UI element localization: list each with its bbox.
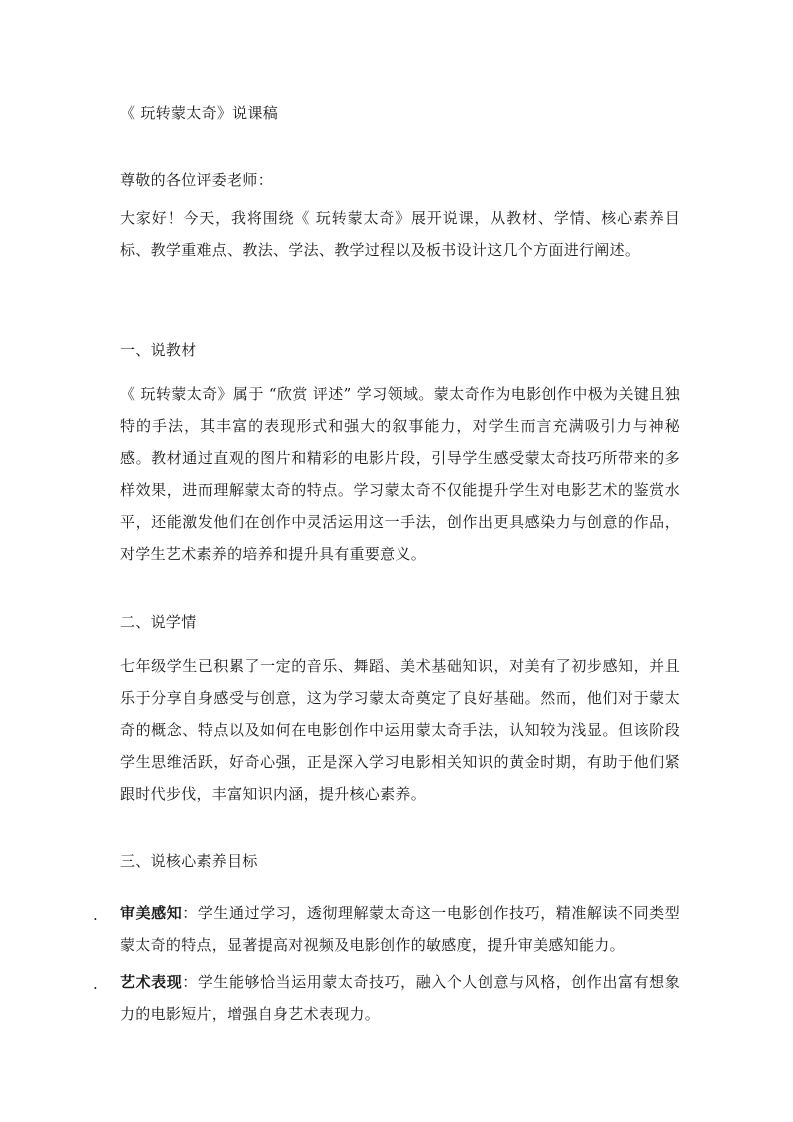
intro-paragraph: 大家好！今天，我将围绕《 玩转蒙太奇》展开说课，从教材、学情、核心素养目标、教学重难点、教法、学法、教学过程以及板书设计这几个方面进行阐述。 — [120, 209, 680, 259]
goal-text: ：学生通过学习，透彻理解蒙太奇这一电影创作技巧，精准解读不同类型蒙太奇的特点，显著提高对视频及电影创作的敏感度，提升审美感知能力。 — [120, 904, 681, 954]
section-heading-goals: 三、说核心素养目标 — [120, 852, 258, 870]
section-heading-textbook: 一、说教材 — [120, 341, 197, 359]
section-heading-students: 二、说学情 — [120, 613, 197, 631]
goal-item-aesthetic — [120, 897, 680, 961]
goal-text: ：学生能够恰当运用蒙太奇技巧，融入个人创意与风格，创作出富有想象力的电影短片，增强自身艺术表现力。 — [120, 973, 681, 1023]
goal-label: 审美感知 — [120, 904, 183, 922]
document-title: 《 玩转蒙太奇》说课稿 — [120, 104, 279, 122]
section-body-students: 七年级学生已积累了一定的音乐、舞蹈、美术基础知识，对美有了初步感知，并且乐于分享自身感受与创意，这为学习蒙太奇奠定了良好基础。然而，他们对于蒙太奇的概念、特点以及如何在电影创作中运用蒙太奇手法，认知较为浅显。但该阶段学生思维活跃，好奇心强，正是深入学习电影相关知识的黄金时期，有助于他们紧跟时代步伐，丰富知识内涵，提升核心素养。 — [120, 657, 680, 803]
section-body-textbook: 《 玩转蒙太奇》属于 “欣赏 评述” 学习领域。蒙太奇作为电影创作中极为关键且独特的手法，其丰富的表现形式和强大的叙事能力，对学生而言充满吸引力与神秘感。教材通过直观的图片和精彩的电影片段，引导学生感受蒙太奇技巧所带来的多样效果，进而理解蒙太奇的特点。学习蒙太奇不仅能提升学生对电影艺术的鉴赏水平，还能激发他们在创作中灵活运用这一手法，创作出更具感染力与创意的作品，对学生艺术素养的培养和提升具有重要意义。 — [120, 385, 680, 563]
list-bullet: . — [93, 975, 98, 993]
goal-label: 艺术表现 — [120, 973, 183, 991]
goal-item-expression — [120, 966, 680, 1030]
list-bullet: . — [93, 906, 98, 924]
greeting: 尊敬的各位评委老师： — [120, 171, 274, 189]
